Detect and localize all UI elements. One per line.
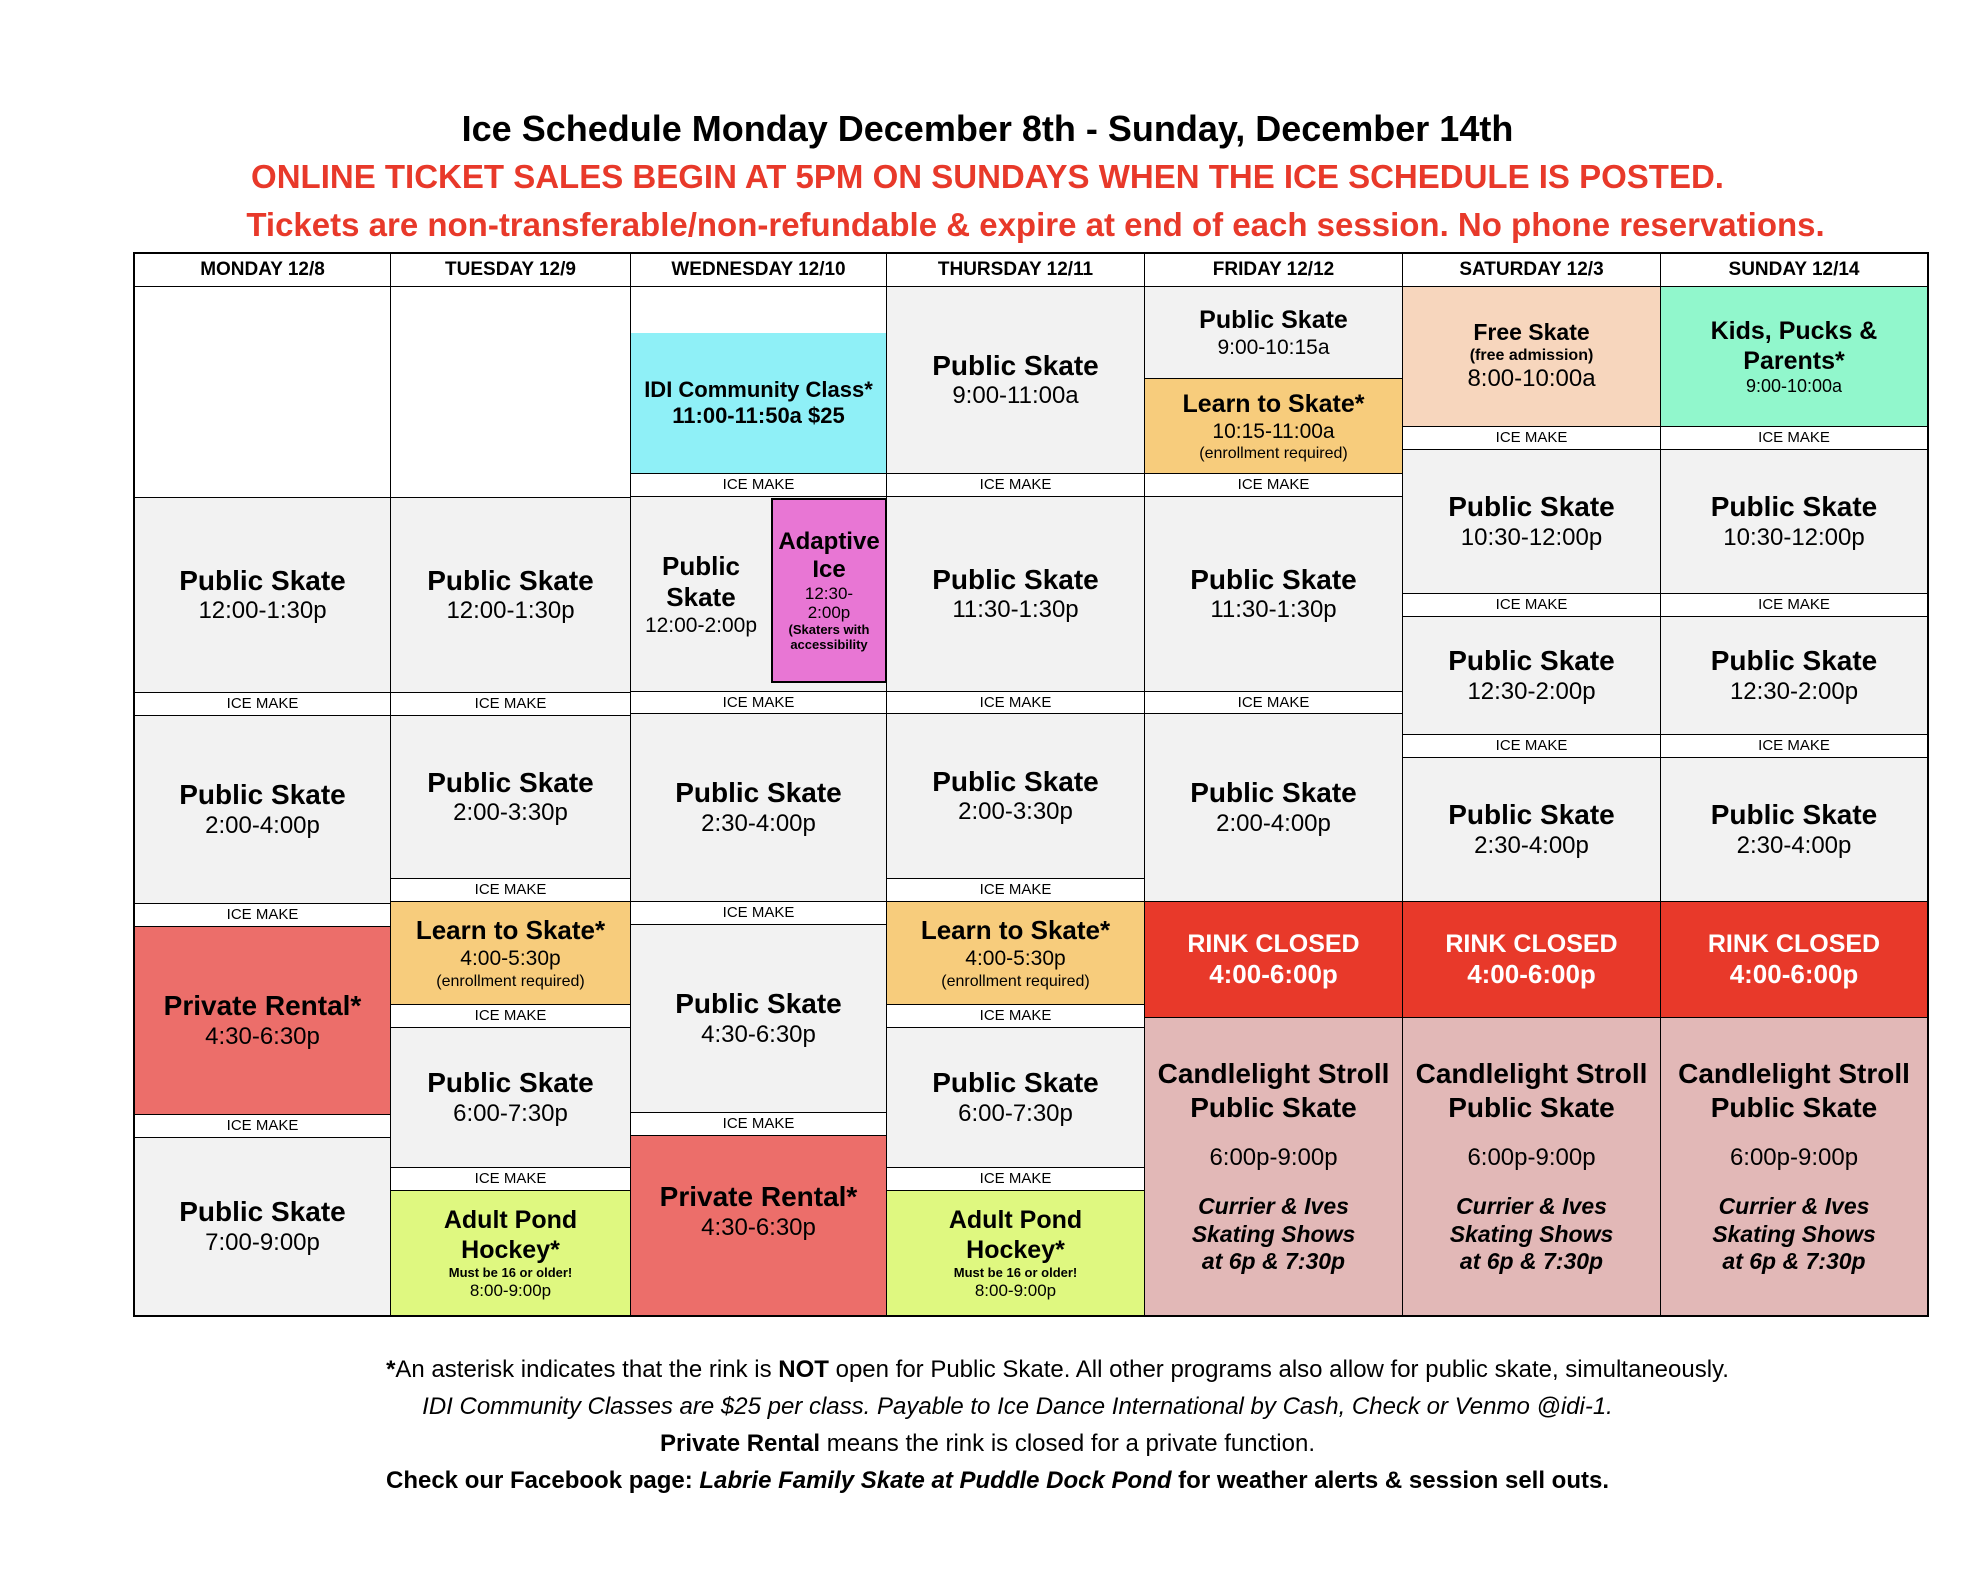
private-rental-note [0, 1430, 1975, 1458]
session-time: 6:00p-9:00p [1729, 1144, 1859, 1172]
session-time: 4:00-5:30p [965, 947, 1066, 971]
facebook-page-name: Labrie Family Skate at Puddle Dock Pond [699, 1467, 1172, 1494]
ice-make: ICE MAKE [135, 904, 391, 927]
wednesday-public-skate-noon-text [631, 497, 771, 692]
session-title: Ice [812, 556, 846, 584]
session-time: 10:30-12:00p [1723, 523, 1865, 551]
session-title: RINK CLOSED [1187, 929, 1360, 958]
idi-note: IDI Community Classes are $25 per class. Payable to Ice Dance International by Cash, Check or Venmo @idi-1. [422, 1393, 1613, 1420]
session-note: accessibility [790, 636, 868, 652]
sunday-kids-pucks-parents [1661, 287, 1927, 427]
session-title: Free Skate [1473, 318, 1590, 345]
session-time: 8:00-9:00p [469, 1280, 552, 1300]
session-note: (enrollment required) [436, 972, 585, 990]
friday-learn-to-skate [1145, 379, 1403, 474]
session-time: 8:00-10:00a [1467, 365, 1596, 393]
show-note: Currier & Ives [1456, 1193, 1607, 1220]
ice-make: ICE MAKE [887, 1168, 1145, 1191]
session-time: 4:00-6:00p [1467, 958, 1596, 989]
session-note: (Skaters with [788, 621, 870, 637]
ice-make: ICE MAKE [1403, 594, 1661, 617]
friday-public-skate-midday [1145, 497, 1403, 692]
session-time: 7:00-9:00p [205, 1228, 320, 1256]
session-title: Public Skate [179, 779, 346, 811]
day-header-monday: MONDAY 12/8 [135, 254, 391, 287]
session-time: 2:30-4:00p [701, 809, 816, 837]
day-header-sunday: SUNDAY 12/14 [1661, 254, 1927, 287]
session-title: Public Skate [932, 563, 1099, 595]
session-title: Public Skate [1448, 799, 1615, 831]
show-note: at 6p & 7:30p [1201, 1248, 1346, 1275]
session-title: Skate [666, 581, 736, 612]
ice-make: ICE MAKE [887, 474, 1145, 497]
day-header-wednesday: WEDNESDAY 12/10 [631, 254, 887, 287]
session-title: Public Skate [1710, 491, 1878, 523]
session-time: 2:00-3:30p [453, 799, 568, 827]
session-title: IDI Community Class* [644, 376, 873, 402]
ice-make: ICE MAKE [391, 1168, 631, 1191]
show-note: Skating Shows [1191, 1220, 1356, 1247]
saturday-free-skate [1403, 287, 1661, 427]
session-time: 12:30- [804, 583, 854, 603]
ice-make: ICE MAKE [1403, 427, 1661, 450]
tuesday-public-skate-evening [391, 1028, 631, 1168]
session-title: Public Skate [427, 766, 594, 798]
session-time: 9:00-10:00a [1745, 375, 1843, 396]
ice-make: ICE MAKE [1661, 594, 1927, 617]
session-title: Private Rental* [659, 1181, 858, 1212]
session-time: 12:00-1:30p [446, 597, 575, 625]
session-title: Learn to Skate* [1182, 389, 1365, 418]
session-title: Public Skate [1199, 305, 1348, 334]
page-title: Ice Schedule Monday December 8th - Sunday, December 14th [461, 108, 1514, 149]
session-time: 11:30-1:30p [952, 596, 1079, 624]
session-time: 12:00-1:30p [198, 597, 327, 625]
facebook-note [10, 1467, 1975, 1495]
ice-make: ICE MAKE [1661, 735, 1927, 758]
thursday-public-skate-2pm [887, 714, 1145, 879]
session-title: Adult Pond [948, 1206, 1083, 1234]
ice-make: ICE MAKE [887, 692, 1145, 714]
sunday-public-skate-afternoon [1661, 758, 1927, 902]
session-time: 4:00-6:00p [1209, 958, 1338, 989]
session-time: 2:00-3:30p [958, 798, 1073, 826]
monday-public-skate-evening [135, 1138, 391, 1315]
friday-candlelight-stroll [1145, 1018, 1403, 1315]
asterisk-note-emphasis: NOT [778, 1356, 829, 1383]
session-time: 4:30-6:30p [205, 1022, 320, 1050]
ice-make: ICE MAKE [1403, 735, 1661, 758]
thursday-learn-to-skate [887, 902, 1145, 1005]
thursday-adult-pond-hockey [887, 1191, 1145, 1315]
session-title: Hockey* [461, 1236, 560, 1264]
ice-make: ICE MAKE [631, 1113, 887, 1136]
tuesday-empty-slot [391, 287, 631, 498]
ice-make: ICE MAKE [887, 1005, 1145, 1028]
saturday-rink-closed [1403, 902, 1661, 1018]
tuesday-learn-to-skate [391, 902, 631, 1005]
day-header-saturday: SATURDAY 12/3 [1403, 254, 1661, 287]
wednesday-idi-community-class [631, 333, 887, 474]
ice-make: ICE MAKE [391, 1005, 631, 1028]
session-time: 2:30-4:00p [1736, 831, 1852, 859]
session-title: Public [661, 550, 740, 581]
saturday-public-skate-afternoon [1403, 758, 1661, 902]
sunday-rink-closed [1661, 902, 1927, 1018]
session-time: 8:00-9:00p [974, 1280, 1057, 1300]
session-title: Public Skate [1448, 645, 1615, 677]
ice-make: ICE MAKE [1145, 474, 1403, 497]
ice-make: ICE MAKE [391, 693, 631, 716]
session-note: Must be 16 or older! [448, 1265, 573, 1280]
session-time: 2:00-4:00p [1216, 809, 1331, 837]
online-sales-notice: ONLINE TICKET SALES BEGIN AT 5PM ON SUNDAYS WHEN THE ICE SCHEDULE IS POSTED. [251, 158, 1724, 195]
sunday-public-skate-morning [1661, 450, 1927, 594]
sunday-candlelight-stroll [1661, 1018, 1927, 1315]
session-time: 6:00-7:30p [453, 1099, 568, 1127]
session-time: 4:30-6:30p [701, 1020, 816, 1048]
session-title: Public Skate [675, 988, 842, 1020]
session-title: Public Skate [932, 349, 1099, 381]
session-title: RINK CLOSED [1445, 929, 1618, 958]
show-note: at 6p & 7:30p [1459, 1248, 1604, 1275]
session-time: 2:30-4:00p [1474, 831, 1589, 859]
monday-empty-slot [135, 287, 391, 498]
wednesday-public-skate-2pm [631, 714, 887, 902]
session-title: Adult Pond [443, 1206, 578, 1234]
session-title: Hockey* [966, 1236, 1065, 1264]
session-note: (enrollment required) [941, 972, 1090, 990]
asterisk-mark: * [386, 1356, 396, 1383]
monday-public-skate-2pm [135, 716, 391, 904]
session-time: 4:00-5:30p [460, 947, 561, 971]
thursday-public-skate-midday [887, 497, 1145, 692]
asterisk-note [70, 1356, 1975, 1384]
show-note: Currier & Ives [1718, 1193, 1870, 1220]
session-time: 4:30-6:30p [701, 1213, 816, 1241]
wednesday-adaptive-ice [771, 498, 887, 683]
session-title: Public Skate [1710, 645, 1878, 677]
session-time: 10:30-12:00p [1460, 523, 1603, 551]
session-title: Public Skate [932, 765, 1099, 797]
session-title: Public Skate [179, 1196, 346, 1228]
ice-make: ICE MAKE [1145, 692, 1403, 714]
wednesday-private-rental [631, 1136, 887, 1315]
ice-make: ICE MAKE [887, 879, 1145, 902]
session-title: Public Skate [932, 1067, 1099, 1099]
session-title: Public Skate [1448, 491, 1615, 523]
asterisk-note-text: An asterisk indicates that the rink is [395, 1356, 779, 1383]
session-time: 6:00p-9:00p [1209, 1144, 1338, 1172]
session-time: 12:30-2:00p [1467, 677, 1596, 705]
show-note: Skating Shows [1712, 1220, 1876, 1247]
ice-make: ICE MAKE [631, 474, 887, 497]
day-header-friday: FRIDAY 12/12 [1145, 254, 1403, 287]
session-time: 10:15-11:00a [1212, 419, 1335, 443]
session-time: 6:00p-9:00p [1467, 1144, 1596, 1172]
show-note: at 6p & 7:30p [1722, 1248, 1866, 1275]
session-title: Adaptive [778, 528, 880, 556]
session-time: 4:00-6:00p [1729, 958, 1859, 989]
session-title: Candlelight Stroll [1415, 1058, 1648, 1090]
ice-make: ICE MAKE [391, 879, 631, 902]
facebook-note-text: for weather alerts & session sell outs. [1171, 1467, 1609, 1494]
session-title: Candlelight Stroll [1678, 1058, 1910, 1090]
monday-public-skate-noon [135, 498, 391, 693]
day-header-thursday: THURSDAY 12/11 [887, 254, 1145, 287]
session-title: Candlelight Stroll [1157, 1058, 1390, 1090]
facebook-note-text: Check our Facebook page: [385, 1467, 700, 1494]
session-title: Public Skate [427, 564, 594, 596]
session-title: Learn to Skate* [920, 915, 1111, 946]
thursday-public-skate-morning [887, 287, 1145, 474]
session-note: Must be 16 or older! [953, 1265, 1078, 1280]
session-title: Kids, Pucks & [1710, 316, 1878, 345]
session-title: Private Rental* [163, 990, 362, 1022]
session-time: 9:00-10:15a [1217, 335, 1330, 359]
session-time: 12:00-2:00p [644, 614, 758, 638]
friday-rink-closed [1145, 902, 1403, 1018]
ticket-policy-notice: Tickets are non-transferable/non-refundable & expire at end of each session. No phone reservations. [246, 206, 1825, 243]
friday-public-skate-morning [1145, 287, 1403, 379]
session-title: Public Skate [675, 777, 842, 809]
friday-public-skate-2pm [1145, 714, 1403, 902]
ice-make: ICE MAKE [631, 902, 887, 925]
saturday-public-skate-noon [1403, 617, 1661, 735]
session-title: Public Skate [1448, 1091, 1615, 1123]
session-title: Parents* [1743, 346, 1845, 375]
sunday-public-skate-noon [1661, 617, 1927, 735]
session-title: Public Skate [1190, 1091, 1357, 1123]
day-header-tuesday: TUESDAY 12/9 [391, 254, 631, 287]
wednesday-public-skate-430 [631, 925, 887, 1113]
show-note: Currier & Ives [1198, 1193, 1349, 1220]
saturday-public-skate-morning [1403, 450, 1661, 594]
tuesday-adult-pond-hockey [391, 1191, 631, 1315]
ice-make: ICE MAKE [135, 693, 391, 716]
session-title: RINK CLOSED [1707, 929, 1881, 958]
session-note: (enrollment required) [1199, 445, 1348, 462]
schedule-grid [133, 252, 1929, 1317]
session-title: Learn to Skate* [415, 915, 606, 946]
ice-make: ICE MAKE [135, 1115, 391, 1138]
session-time: 12:30-2:00p [1729, 677, 1859, 705]
private-rental-text: means the rink is closed for a private function. [820, 1430, 1315, 1457]
private-rental-term: Private Rental [660, 1430, 821, 1457]
session-title: Public Skate [1190, 777, 1357, 809]
session-note: (free admission) [1469, 347, 1594, 365]
asterisk-note-text: open for Public Skate. All other programs also allow for public skate, simultaneously. [828, 1356, 1729, 1383]
tuesday-public-skate-noon [391, 498, 631, 693]
session-time: 2:00-4:00p [205, 811, 320, 839]
thursday-public-skate-evening [887, 1028, 1145, 1168]
saturday-candlelight-stroll [1403, 1018, 1661, 1315]
ice-make: ICE MAKE [631, 692, 887, 714]
session-time: 11:30-1:30p [1210, 596, 1337, 624]
session-title: Public Skate [1190, 563, 1357, 595]
tuesday-public-skate-2pm [391, 716, 631, 879]
session-title: Public Skate [179, 564, 346, 596]
session-time: 11:00-11:50a $25 [672, 403, 845, 428]
show-note: Skating Shows [1449, 1220, 1614, 1247]
session-time: 2:00p [807, 603, 851, 623]
wednesday-empty-slot [631, 287, 887, 333]
monday-private-rental [135, 927, 391, 1115]
session-title: Public Skate [427, 1067, 594, 1099]
session-title: Public Skate [1710, 799, 1878, 831]
session-title: Public Skate [1710, 1091, 1878, 1123]
session-time: 9:00-11:00a [952, 382, 1079, 410]
session-time: 6:00-7:30p [958, 1099, 1073, 1127]
ice-make: ICE MAKE [1661, 427, 1927, 450]
